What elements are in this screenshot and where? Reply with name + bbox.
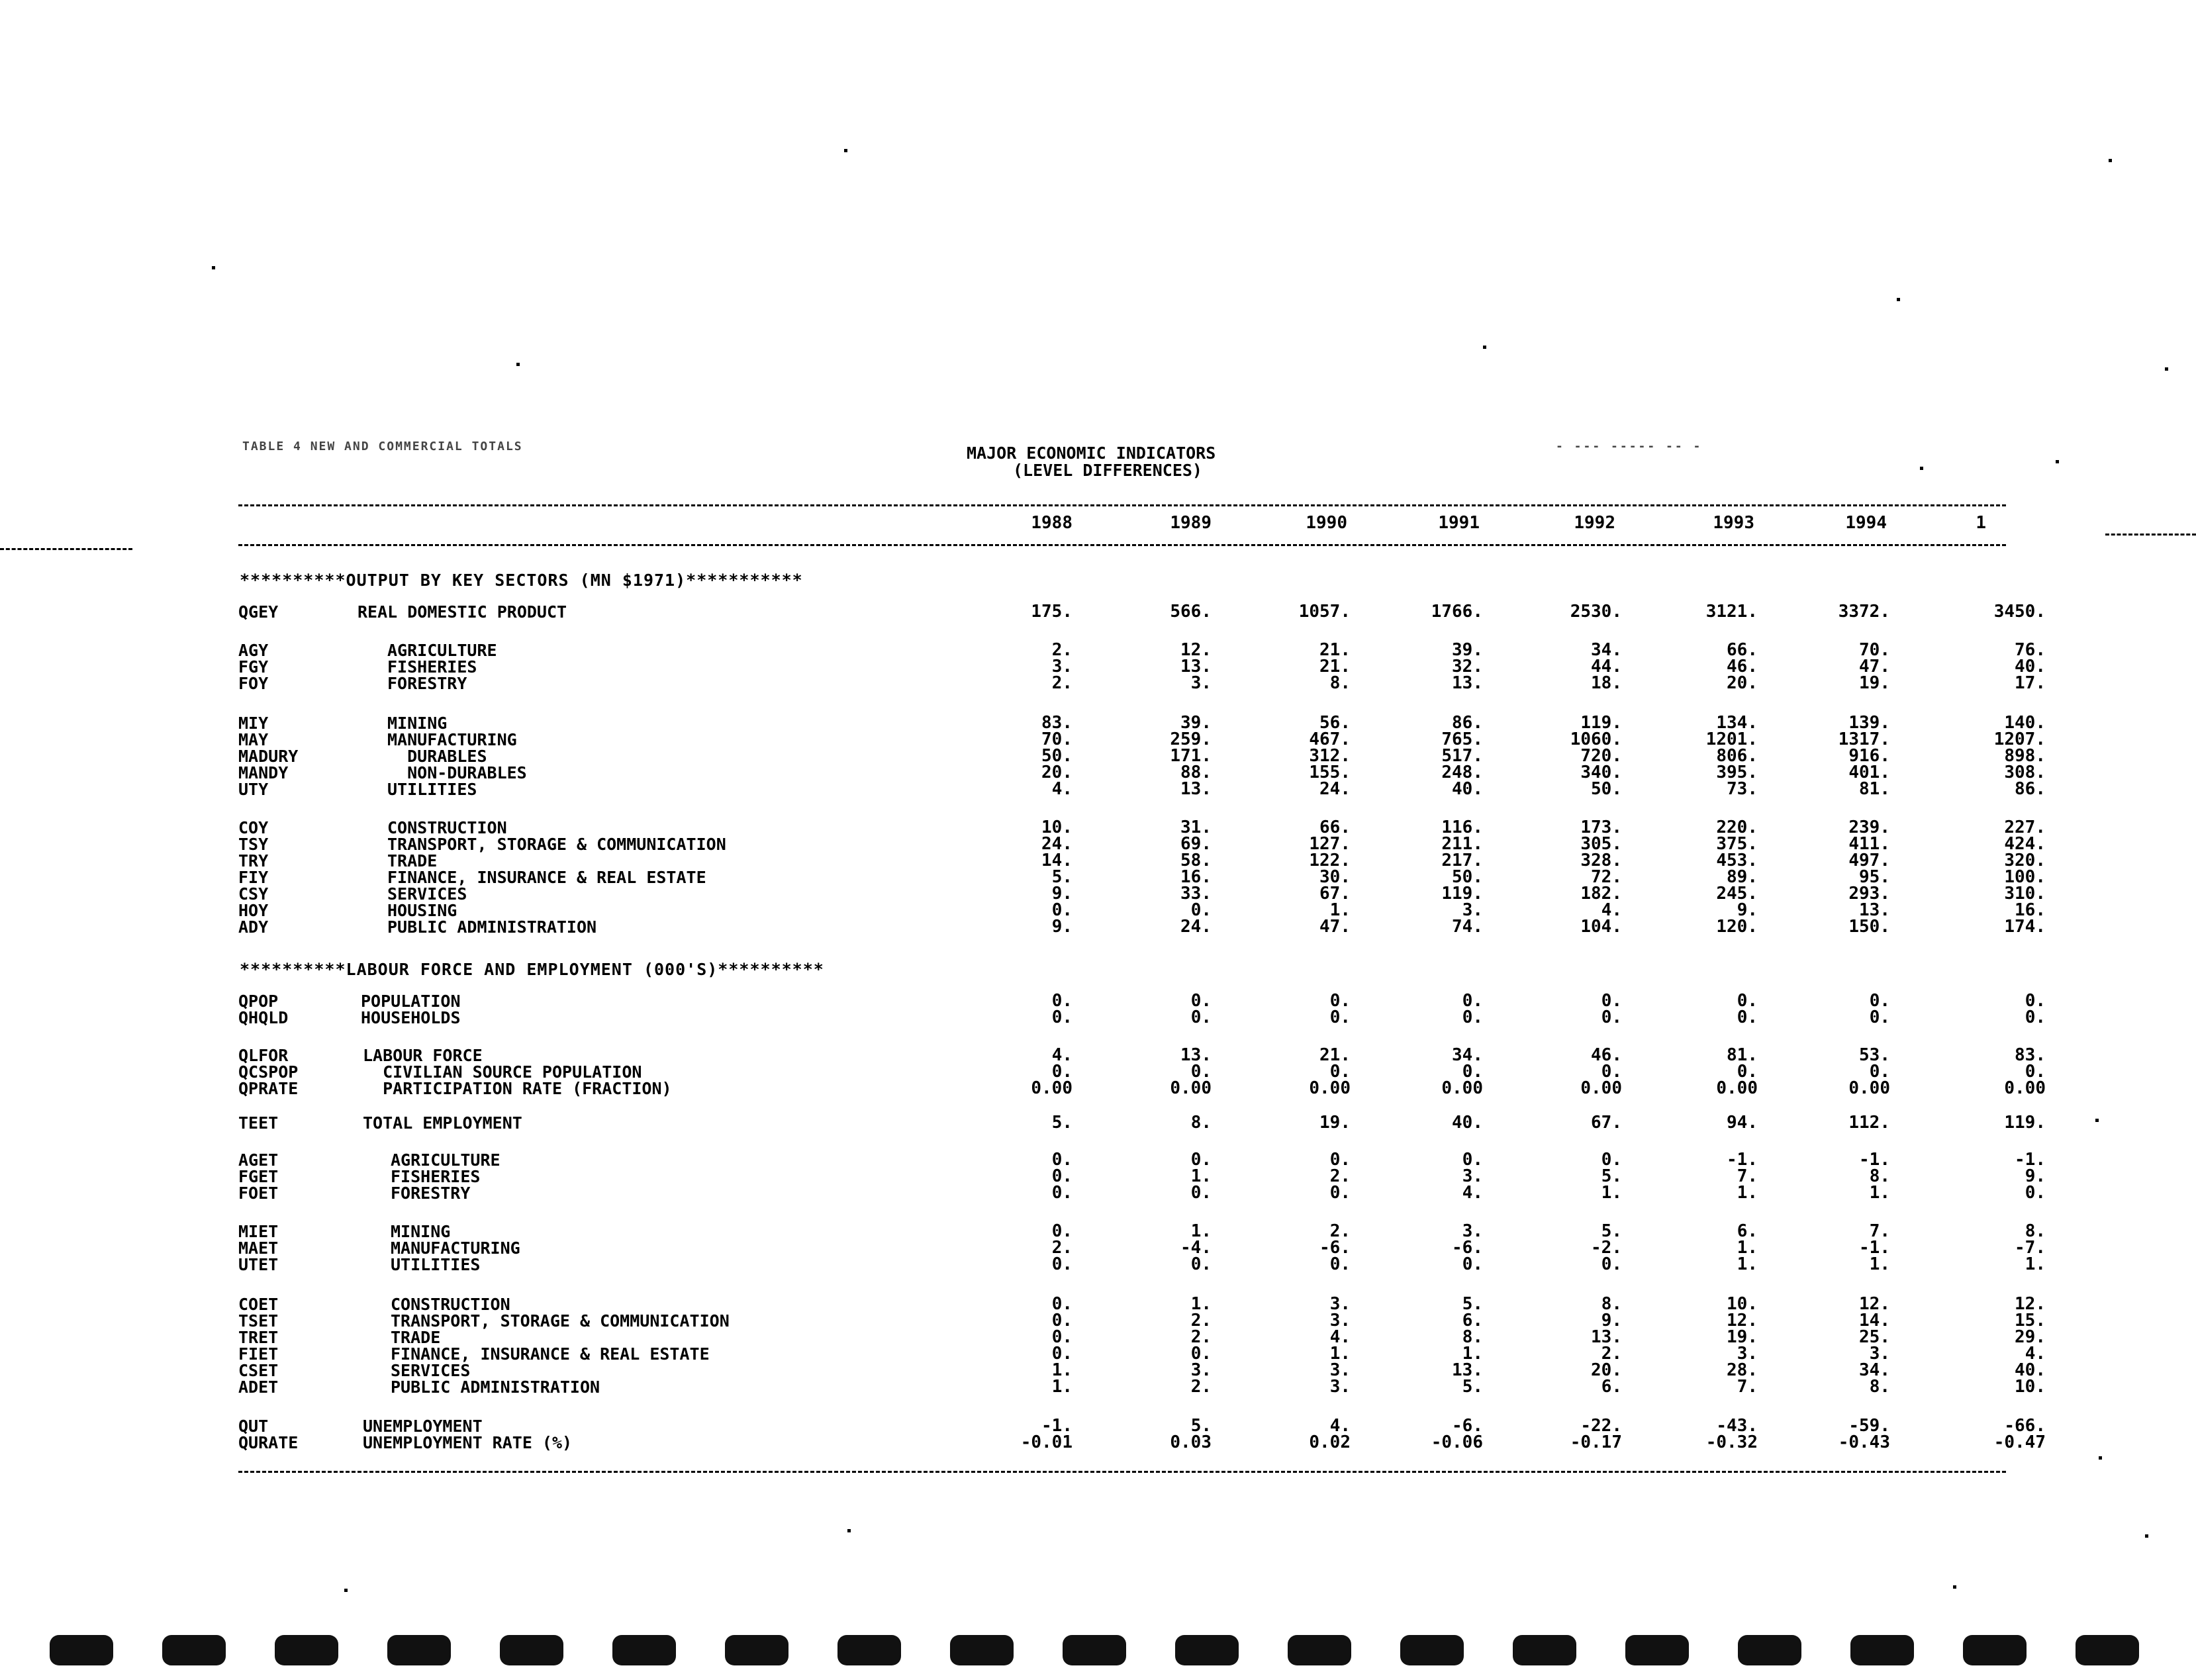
value-cell: 4. 0. 0.00: [1031, 1045, 1073, 1098]
value-cell: 4. 0.02: [1309, 1416, 1351, 1452]
speck: [847, 1529, 851, 1532]
speck: [516, 363, 520, 366]
value-cell: 0. 0.: [1190, 991, 1212, 1027]
perforation-hole: [1738, 1635, 1801, 1665]
value-cell: 0. 1. 0.: [1190, 1150, 1212, 1203]
value-cell: 1. -4. 0.: [1180, 1221, 1212, 1274]
value-cell: -6. -0.06: [1431, 1416, 1483, 1452]
value-cell: 1. 2. 2. 0. 3. 2.: [1190, 1294, 1212, 1397]
row-labels: REAL DOMESTIC PRODUCT: [358, 602, 567, 622]
perforation-hole: [1513, 1635, 1576, 1665]
row-codes: MIET MAET UTET: [238, 1222, 279, 1274]
row-codes: QPOP QHQLD: [238, 992, 289, 1027]
year-col-8: 1: [1976, 513, 1986, 533]
value-cell: 140. 1207. 898. 308. 86.: [1993, 713, 2046, 799]
value-cell: 0. 2. 0.: [1051, 1221, 1073, 1274]
speck: [212, 266, 215, 269]
rule-bottom: [238, 1471, 2006, 1473]
value-cell: 2. 3. 2.: [1051, 640, 1073, 693]
value-cell: 175.: [1031, 602, 1073, 622]
perforation-hole: [50, 1635, 113, 1665]
year-col-1: 1988: [1031, 513, 1073, 533]
row-labels: CONSTRUCTION TRANSPORT, STORAGE & COMMUNICATION TRADE FINANCE, INSURANCE & REAL ESTATE SERVICES HOUSING PUBLIC ADMINISTRATION: [387, 818, 726, 937]
speck: [2056, 460, 2059, 463]
row-labels: LABOUR FORCE CIVILIAN SOURCE POPULATION PARTICIPATION RATE (FRACTION): [363, 1046, 672, 1098]
speck: [2145, 1534, 2148, 1538]
value-cell: 5. -2. 0.: [1591, 1221, 1622, 1274]
value-cell: 81. 0. 0.00: [1716, 1045, 1758, 1098]
perforation-hole: [275, 1635, 338, 1665]
value-cell: -22. -0.17: [1570, 1416, 1622, 1452]
value-cell: 34. 0. 0.00: [1441, 1045, 1483, 1098]
row-labels: UNEMPLOYMENT UNEMPLOYMENT RATE (%): [363, 1417, 573, 1452]
speck: [2099, 1456, 2102, 1460]
value-cell: 7. -1. 1.: [1859, 1221, 1890, 1274]
value-cell: 10. 24. 14. 5. 9. 0. 9.: [1041, 817, 1073, 937]
value-cell: 3121.: [1705, 602, 1758, 622]
row-labels: AGRICULTURE FISHERIES FORESTRY: [391, 1150, 501, 1203]
edge-dash-left: [0, 548, 132, 550]
value-cell: -1. 9. 0.: [2015, 1150, 2046, 1203]
speck: [1953, 1585, 1956, 1589]
rule-top: [238, 504, 2006, 506]
value-cell: 66. 127. 122. 30. 67. 1. 47.: [1309, 817, 1351, 937]
value-cell: -1. 8. 1.: [1859, 1150, 1890, 1203]
header-left-text: TABLE 4 NEW AND COMMERCIAL TOTALS: [242, 440, 523, 453]
perforation-hole: [1063, 1635, 1126, 1665]
value-cell: 12. 14. 25. 3. 34. 8.: [1859, 1294, 1890, 1397]
speck: [2109, 159, 2112, 162]
year-col-3: 1990: [1306, 513, 1347, 533]
row-codes: QGEY: [238, 602, 279, 622]
perforation-hole: [612, 1635, 676, 1665]
value-cell: -1. -0.01: [1020, 1416, 1073, 1452]
value-cell: 5.: [1051, 1113, 1073, 1133]
value-cell: 0. 2. 0.: [1329, 1150, 1351, 1203]
perforation-hole: [387, 1635, 451, 1665]
value-cell: 3450.: [1993, 602, 2046, 622]
value-cell: 66. 46. 20.: [1727, 640, 1758, 693]
value-cell: 0. 0.: [1051, 991, 1073, 1027]
report-title-line1: MAJOR ECONOMIC INDICATORS: [967, 443, 1216, 463]
header-right-text: - --- ----- -- -: [1556, 440, 1703, 453]
value-cell: 39. 259. 171. 88. 13.: [1170, 713, 1212, 799]
value-cell: 0. 0.: [1601, 991, 1622, 1027]
value-cell: 0. 0.: [2025, 991, 2046, 1027]
value-cell: 46. 0. 0.00: [1580, 1045, 1622, 1098]
rule-years: [238, 544, 2006, 546]
value-cell: 67.: [1591, 1113, 1622, 1133]
value-cell: 34. 44. 18.: [1591, 640, 1622, 693]
value-cell: 0. 0.: [1329, 991, 1351, 1027]
row-codes: COET TSET TRET FIET CSET ADET: [238, 1295, 279, 1397]
value-cell: 12. 13. 3.: [1180, 640, 1212, 693]
speck: [2095, 1119, 2099, 1122]
value-cell: 220. 375. 453. 89. 245. 9. 120.: [1716, 817, 1758, 937]
value-cell: 5. 0.03: [1170, 1416, 1212, 1452]
perforation-hole: [500, 1635, 563, 1665]
value-cell: 21. 21. 8.: [1319, 640, 1351, 693]
row-codes: TEET: [238, 1113, 279, 1133]
speck: [1920, 467, 1923, 470]
value-cell: 13. 0. 0.00: [1170, 1045, 1212, 1098]
value-cell: -59. -0.43: [1838, 1416, 1890, 1452]
value-cell: 40.: [1452, 1113, 1483, 1133]
row-labels: AGRICULTURE FISHERIES FORESTRY: [387, 641, 497, 693]
value-cell: 566.: [1170, 602, 1212, 622]
value-cell: 56. 467. 312. 155. 24.: [1309, 713, 1351, 799]
perforation-hole: [1850, 1635, 1914, 1665]
value-cell: 1057.: [1298, 602, 1351, 622]
value-cell: 134. 1201. 806. 395. 73.: [1705, 713, 1758, 799]
value-cell: 227. 424. 320. 100. 310. 16. 174.: [2004, 817, 2046, 937]
value-cell: 2. -6. 0.: [1319, 1221, 1351, 1274]
value-cell: 119. 1060. 720. 340. 50.: [1570, 713, 1622, 799]
value-cell: 0. 0. 0.: [1051, 1150, 1073, 1203]
value-cell: 3. 3. 4. 1. 3. 3.: [1329, 1294, 1351, 1397]
report-title-line2: (LEVEL DIFFERENCES): [1013, 461, 1202, 480]
value-cell: 0. 0. 0. 0. 1. 1.: [1051, 1294, 1073, 1397]
speck: [1483, 346, 1486, 349]
year-col-5: 1992: [1574, 513, 1615, 533]
perforation-hole: [1625, 1635, 1689, 1665]
value-cell: 21. 0. 0.00: [1309, 1045, 1351, 1098]
value-cell: 0. 0.: [1462, 991, 1483, 1027]
perforation-hole: [1175, 1635, 1239, 1665]
row-codes: QLFOR QCSPOP QPRATE: [238, 1046, 299, 1098]
row-labels: MINING MANUFACTURING DURABLES NON-DURABLES UTILITIES: [387, 714, 527, 799]
value-cell: 139. 1317. 916. 401. 81.: [1838, 713, 1890, 799]
year-col-7: 1994: [1845, 513, 1887, 533]
year-col-6: 1993: [1713, 513, 1754, 533]
value-cell: 8.: [1190, 1113, 1212, 1133]
value-cell: 5. 6. 8. 1. 13. 5.: [1452, 1294, 1483, 1397]
value-cell: -1. 7. 1.: [1727, 1150, 1758, 1203]
row-codes: AGY FGY FOY: [238, 641, 269, 693]
value-cell: 3. -6. 0.: [1452, 1221, 1483, 1274]
value-cell: 6. 1. 1.: [1737, 1221, 1758, 1274]
value-cell: 70. 47. 19.: [1859, 640, 1890, 693]
value-cell: 0. 0.: [1737, 991, 1758, 1027]
value-cell: 39. 32. 13.: [1452, 640, 1483, 693]
row-labels: CONSTRUCTION TRANSPORT, STORAGE & COMMUNICATION TRADE FINANCE, INSURANCE & REAL ESTATE SERVICES PUBLIC ADMINISTRATION: [391, 1295, 730, 1397]
value-cell: 0. 3. 4.: [1462, 1150, 1483, 1203]
perforation-hole: [725, 1635, 788, 1665]
year-col-2: 1989: [1170, 513, 1212, 533]
row-labels: MINING MANUFACTURING UTILITIES: [391, 1222, 520, 1274]
row-codes: AGET FGET FOET: [238, 1150, 279, 1203]
value-cell: 112.: [1848, 1113, 1890, 1133]
value-cell: -43. -0.32: [1705, 1416, 1758, 1452]
section-output-heading: **********OUTPUT BY KEY SECTORS (MN $1971)***********: [240, 571, 803, 590]
row-labels: TOTAL EMPLOYMENT: [363, 1113, 522, 1133]
value-cell: 83. 70. 50. 20. 4.: [1041, 713, 1073, 799]
speck: [2165, 367, 2168, 371]
value-cell: 173. 305. 328. 72. 182. 4. 104.: [1580, 817, 1622, 937]
speck: [844, 149, 847, 152]
value-cell: 3372.: [1838, 602, 1890, 622]
value-cell: 119.: [2004, 1113, 2046, 1133]
perforation-hole: [950, 1635, 1014, 1665]
value-cell: 239. 411. 497. 95. 293. 13. 150.: [1848, 817, 1890, 937]
value-cell: 19.: [1319, 1113, 1351, 1133]
value-cell: 86. 765. 517. 248. 40.: [1441, 713, 1483, 799]
perforation-hole: [2076, 1635, 2139, 1665]
value-cell: 12. 15. 29. 4. 40. 10.: [2015, 1294, 2046, 1397]
value-cell: 83. 0. 0.00: [2004, 1045, 2046, 1098]
value-cell: 1766.: [1431, 602, 1483, 622]
value-cell: 8. 9. 13. 2. 20. 6.: [1591, 1294, 1622, 1397]
year-col-4: 1991: [1438, 513, 1480, 533]
row-codes: COY TSY TRY FIY CSY HOY ADY: [238, 818, 269, 937]
value-cell: 0. 5. 1.: [1601, 1150, 1622, 1203]
perforation-hole: [1400, 1635, 1464, 1665]
value-cell: 94.: [1727, 1113, 1758, 1133]
row-codes: QUT QURATE: [238, 1417, 299, 1452]
perforation-hole: [1288, 1635, 1351, 1665]
value-cell: 53. 0. 0.00: [1848, 1045, 1890, 1098]
value-cell: 31. 69. 58. 16. 33. 0. 24.: [1180, 817, 1212, 937]
value-cell: 116. 211. 217. 50. 119. 3. 74.: [1441, 817, 1483, 937]
value-cell: 8. -7. 1.: [2015, 1221, 2046, 1274]
row-labels: POPULATION HOUSEHOLDS: [361, 992, 461, 1027]
edge-dash-right: [2105, 534, 2196, 536]
value-cell: 76. 40. 17.: [2015, 640, 2046, 693]
speck: [344, 1589, 348, 1592]
perforation-hole: [837, 1635, 901, 1665]
report-title: [967, 445, 1216, 479]
perforation-hole: [1963, 1635, 2027, 1665]
value-cell: 0. 0.: [1869, 991, 1890, 1027]
perforation-hole: [162, 1635, 226, 1665]
value-cell: 10. 12. 19. 3. 28. 7.: [1727, 1294, 1758, 1397]
speck: [1897, 298, 1900, 301]
row-codes: MIY MAY MADURY MANDY UTY: [238, 714, 299, 799]
value-cell: -66. -0.47: [1993, 1416, 2046, 1452]
value-cell: 2530.: [1570, 602, 1622, 622]
section-labour-heading: **********LABOUR FORCE AND EMPLOYMENT (000'S)**********: [240, 960, 824, 979]
